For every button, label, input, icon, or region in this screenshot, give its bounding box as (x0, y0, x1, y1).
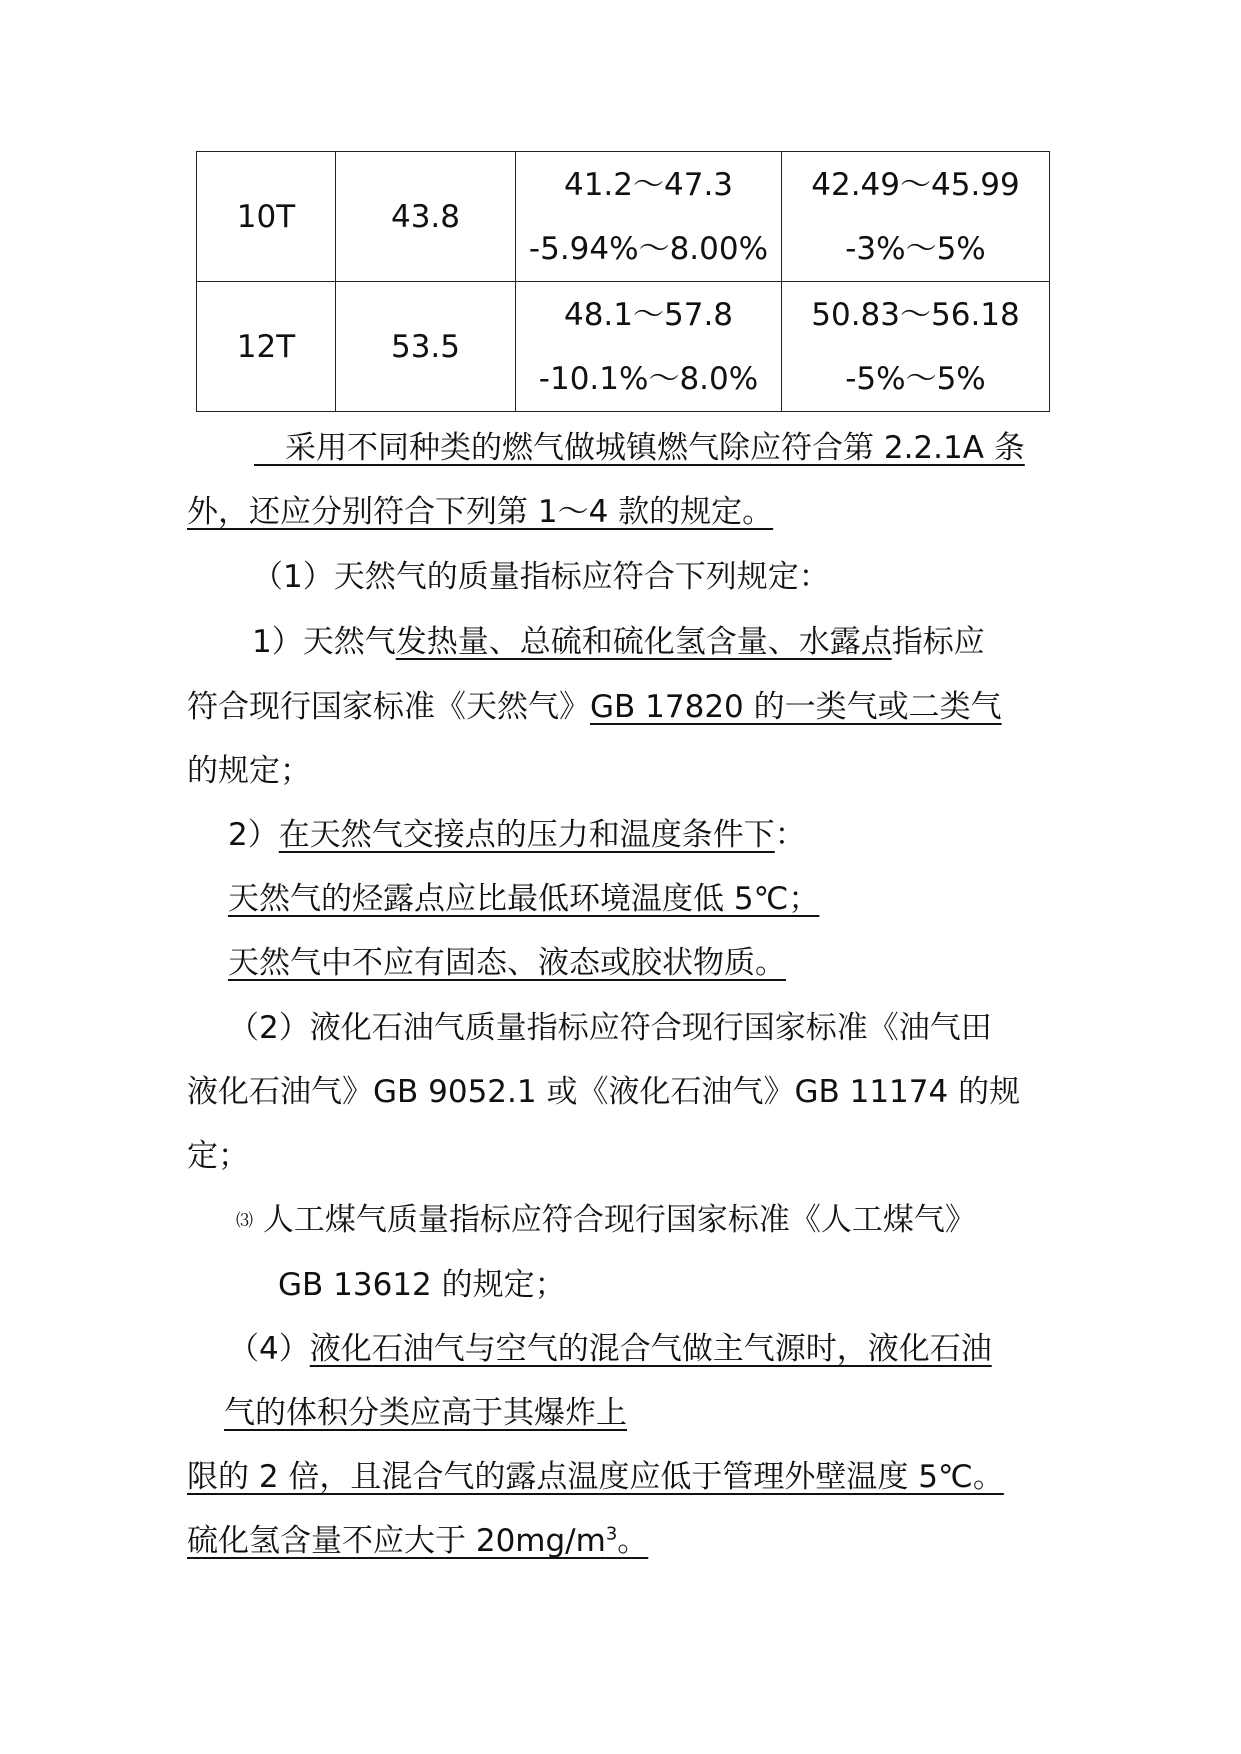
section-4-line3: 限的 2 倍，且混合气的露点温度应低于管理外壁温度 5℃。 (187, 1459, 1004, 1495)
section-2-line2: 液化石油气》GB 9052.1 或《液化石油气》GB 11174 的规 (187, 1074, 1021, 1110)
section-3-line1 (236, 1198, 976, 1243)
section-4-line2: 气的体积分类应高于其爆炸上 (224, 1395, 627, 1431)
section-1-item-1 (252, 620, 985, 664)
section-3-line2: GB 13612 的规定； (278, 1267, 566, 1303)
section-4-line4 (187, 1519, 648, 1563)
cell-nominal: 53.5 (336, 282, 516, 412)
item-2-prefix: 2） (228, 817, 279, 853)
section-4-prefix: （4） (228, 1331, 310, 1367)
cell-range-a (516, 282, 782, 412)
section-1-item-2 (228, 813, 806, 857)
range-a-percent: -10.1%～8.0% (538, 360, 759, 397)
cell-range-b (782, 152, 1050, 282)
item-1-prefix: 1）天然气 (252, 624, 396, 660)
range-b-value: 42.49～45.99 (811, 166, 1020, 203)
item-2-suffix: ： (774, 817, 806, 853)
section-1-item-1-line2 (187, 685, 1002, 729)
section-3-marker: ⑶ (236, 1211, 253, 1231)
range-b-percent: -5%～5% (845, 360, 986, 397)
table-row (197, 152, 1050, 282)
item-2-underlined: 在天然气交接点的压力和温度条件下 (278, 817, 775, 853)
gas-spec-table (196, 151, 1050, 412)
section-2-line1: （2）液化石油气质量指标应符合现行国家标准《油气田 (228, 1010, 992, 1046)
range-a-value: 48.1～57.8 (563, 296, 734, 333)
cell-code: 10T (197, 152, 336, 282)
range-a-value: 41.2～47.3 (563, 166, 734, 203)
section-3-text: 人工煤气质量指标应符合现行国家标准《人工煤气》 (262, 1202, 976, 1238)
cell-range-b (782, 282, 1050, 412)
section-1-item-2-line3: 天然气中不应有固态、液态或胶状物质。 (228, 945, 786, 981)
range-a-percent: -5.94%～8.00% (528, 230, 769, 267)
cell-nominal: 43.8 (336, 152, 516, 282)
paragraph-intro-line1: 采用不同种类的燃气做城镇燃气除应符合第 2.2.1A 条 (254, 430, 1025, 466)
table-row (197, 282, 1050, 412)
cell-code: 12T (197, 282, 336, 412)
section-1-item-2-line2: 天然气的烃露点应比最低环境温度低 5℃； (228, 881, 820, 917)
item-1-standard: 符合现行国家标准《天然气》 (187, 689, 590, 725)
item-1-underlined: 发热量、总硫和硫化氢含量、水露点 (395, 624, 892, 660)
section-4-line1 (228, 1327, 992, 1371)
h2s-limit-end: 。 (617, 1523, 649, 1559)
section-4-underlined: 液化石油气与空气的混合气做主气源时，液化石油 (309, 1331, 992, 1367)
range-b-percent: -3%～5% (845, 230, 986, 267)
item-1-suffix: 指标应 (891, 624, 985, 660)
h2s-limit-text: 硫化氢含量不应大于 20mg/m (187, 1523, 606, 1559)
section-2-line3: 定； (187, 1138, 249, 1174)
paragraph-intro-line2: 外，还应分别符合下列第 1～4 款的规定。 (187, 494, 774, 530)
cubic-superscript: 3 (605, 1523, 618, 1545)
range-b-value: 50.83～56.18 (811, 296, 1020, 333)
cell-range-a (516, 152, 782, 282)
item-1-standard-code: GB 17820 的一类气或二类气 (590, 689, 1002, 725)
section-1-item-1-line3: 的规定； (187, 753, 311, 789)
section-1-heading: （1）天然气的质量指标应符合下列规定： (252, 559, 830, 595)
